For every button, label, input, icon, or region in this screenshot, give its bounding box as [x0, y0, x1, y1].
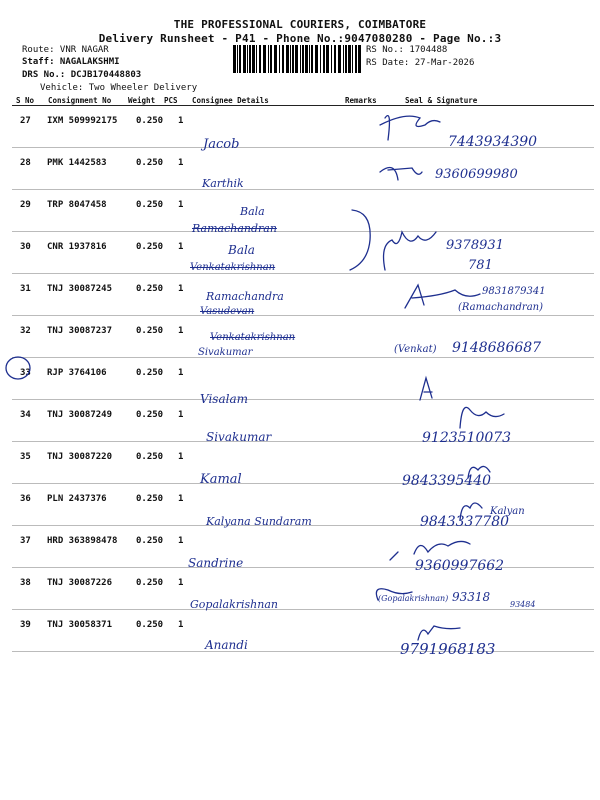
cell-pcs: 1	[178, 242, 184, 252]
cell-consignment: TRP 8047458	[47, 200, 107, 210]
handwritten-phone: 9360997662	[415, 558, 505, 574]
cell-sno: 27	[20, 116, 31, 126]
handwritten-phone: 9378931	[446, 238, 504, 253]
handwritten-phone: 9831879341	[482, 286, 546, 297]
cell-pcs: 1	[178, 536, 184, 546]
cell-pcs: 1	[178, 368, 184, 378]
company-title: THE PROFESSIONAL COURIERS, COIMBATORE	[173, 18, 427, 31]
handwritten-phone: 781	[468, 258, 493, 273]
cell-pcs: 1	[178, 284, 184, 294]
cell-pcs: 1	[178, 158, 184, 168]
cell-consignment: TNJ 30058371	[47, 620, 113, 630]
signature-mark	[418, 626, 460, 640]
handwritten-name: Anandi	[205, 638, 248, 652]
handwritten-name: Venkatakrishnan	[210, 332, 296, 343]
signature-mark	[384, 232, 436, 270]
cell-consignment: TNJ 30087237	[47, 326, 113, 336]
cell-consignment: PLN 2437376	[47, 494, 107, 504]
cell-consignment: TNJ 30087226	[47, 578, 113, 588]
cell-consignment: PMK 1442583	[47, 158, 107, 168]
handwritten-phone: 9148686687	[452, 340, 542, 356]
cell-sno: 37	[20, 536, 31, 546]
cell-consignment: HRD 363898478	[47, 536, 118, 546]
cell-pcs: 1	[178, 326, 184, 336]
cell-sno: 32	[20, 326, 31, 336]
rs-number: RS No.: 1704488	[366, 45, 448, 55]
handwritten-name: Sivakumar	[198, 347, 253, 358]
cell-weight: 0.250	[136, 242, 164, 252]
cell-consignment: RJP 3764106	[47, 368, 107, 378]
cell-sno: 28	[20, 158, 31, 168]
cell-weight: 0.250	[136, 284, 164, 294]
handwritten-name: Sandrine	[188, 556, 244, 570]
rs-date: RS Date: 27-Mar-2026	[366, 58, 475, 68]
vehicle-label: Vehicle: Two Wheeler Delivery	[40, 83, 198, 93]
signature-mark	[380, 168, 422, 181]
bracket-mark	[350, 210, 370, 270]
cell-weight: 0.250	[136, 158, 164, 168]
col-consignment: Consignment No	[48, 96, 112, 105]
circle-mark	[6, 357, 30, 379]
cell-weight: 0.250	[136, 536, 164, 546]
cell-consignment: TNJ 30087220	[47, 452, 113, 462]
cell-pcs: 1	[178, 410, 184, 420]
cell-weight: 0.250	[136, 200, 164, 210]
handwritten-name: Sivakumar	[206, 430, 272, 444]
cell-weight: 0.250	[136, 368, 164, 378]
signature-mark	[376, 589, 412, 600]
cell-consignment: TNJ 30087245	[47, 284, 113, 294]
handwritten-note: (Ramachandran)	[458, 302, 543, 313]
signature-mark	[405, 285, 480, 308]
cell-sno: 39	[20, 620, 31, 630]
handwritten-name: Kalyana Sundaram	[206, 515, 312, 528]
runsheet-subtitle: Delivery Runsheet - P41 - Phone No.:9047080280 - Page No.:3	[98, 32, 502, 45]
cell-weight: 0.250	[136, 452, 164, 462]
col-consignee: Consignee Details	[192, 96, 269, 105]
cell-weight: 0.250	[136, 620, 164, 630]
handwritten-phone: 93484	[510, 600, 536, 609]
cell-weight: 0.250	[136, 326, 164, 336]
cell-pcs: 1	[178, 578, 184, 588]
signature-mark	[420, 378, 432, 400]
col-seal-signature: Seal & Signature	[405, 96, 478, 105]
handwritten-name: Visalam	[200, 392, 248, 406]
cell-sno: 36	[20, 494, 31, 504]
cell-sno: 31	[20, 284, 31, 294]
handwritten-phone: 7443934390	[448, 134, 538, 150]
handwritten-phone: 9843337780	[420, 514, 510, 530]
cell-consignment: TNJ 30087249	[47, 410, 113, 420]
handwritten-name: Vasudevan	[200, 306, 255, 317]
cell-weight: 0.250	[136, 116, 164, 126]
signature-mark	[380, 116, 440, 140]
cell-sno: 30	[20, 242, 31, 252]
handwritten-note: (Gopalakrishnan)	[378, 594, 449, 603]
handwritten-phone: 9360699980	[435, 167, 518, 182]
signature-mark	[460, 503, 482, 520]
cell-pcs: 1	[178, 620, 184, 630]
cell-sno: 29	[20, 200, 31, 210]
staff-label: Staff: NAGALAKSHMI	[22, 57, 120, 67]
col-remarks: Remarks	[345, 96, 377, 105]
col-weight: Weight	[128, 96, 156, 105]
cell-consignment: IXM 509992175	[47, 116, 118, 126]
handwritten-name: Ramachandra	[206, 290, 284, 303]
handwritten-note: (Venkat)	[394, 344, 437, 355]
cell-sno: 34	[20, 410, 31, 420]
signature-mark	[390, 541, 470, 560]
cell-weight: 0.250	[136, 578, 164, 588]
handwritten-name: Bala	[228, 243, 255, 257]
drs-number: DRS No.: DCJB170448803	[22, 70, 142, 80]
cell-pcs: 1	[178, 494, 184, 504]
cell-pcs: 1	[178, 200, 184, 210]
handwritten-note: Kalyan	[490, 506, 525, 517]
signature-mark	[460, 407, 504, 428]
handwritten-name: Karthik	[202, 177, 244, 190]
handwritten-phone: 9791968183	[400, 640, 496, 658]
cell-consignment: CNR 1937816	[47, 242, 107, 252]
handwritten-name: Bala	[240, 205, 265, 218]
col-sno: S No	[16, 96, 35, 105]
handwritten-name: Kamal	[200, 472, 242, 487]
handwritten-name: Venkatakrishnan	[190, 262, 276, 273]
cell-sno: 35	[20, 452, 31, 462]
cell-weight: 0.250	[136, 410, 164, 420]
signature-mark	[468, 466, 490, 478]
col-pcs: PCS	[164, 96, 178, 105]
handwritten-name: Jacob	[203, 137, 240, 152]
handwritten-phone: 93318	[452, 590, 491, 604]
handwritten-phone: 9123510073	[422, 430, 512, 446]
route-label: Route: VNR NAGAR	[22, 45, 109, 55]
cell-pcs: 1	[178, 116, 184, 126]
handwritten-name: Ramachandran	[192, 222, 277, 235]
cell-pcs: 1	[178, 452, 184, 462]
cell-weight: 0.250	[136, 494, 164, 504]
handwritten-name: Gopalakrishnan	[190, 598, 278, 611]
cell-sno: 33	[20, 368, 31, 378]
cell-sno: 38	[20, 578, 31, 588]
handwritten-phone: 9843395440	[402, 473, 492, 489]
